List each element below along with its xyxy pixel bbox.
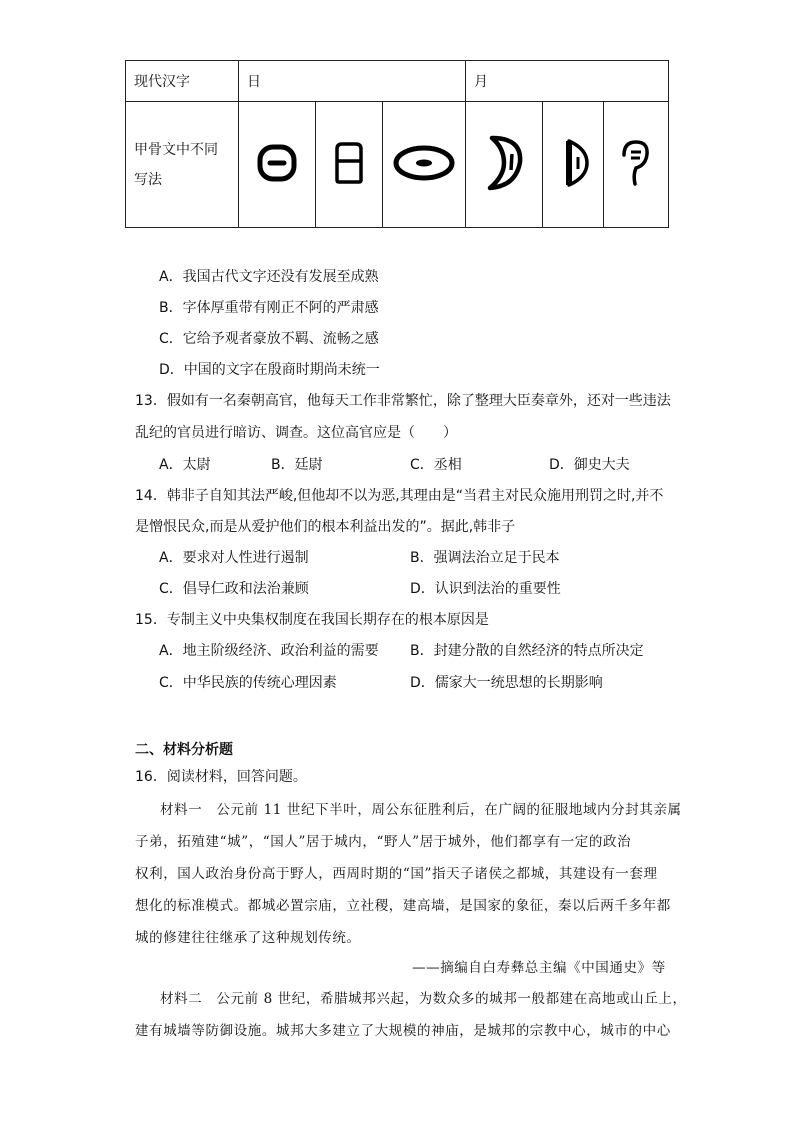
q14-option-c: C．倡导仁政和法治兼顾 [159,581,309,597]
material1-line3: 权利，国人政治身份高于野人，西周时期的“国”指天子诸侯之都城，其建设有一套理 [135,866,658,882]
q15-option-b: B．封建分散的自然经济的特点所决定 [410,643,644,659]
q13-option-d: D．御史大夫 [549,457,630,473]
glyph-cell [543,102,604,228]
moon-modern-cell [466,61,669,102]
glyph-cell [466,102,543,228]
q14-option-d: D．认识到法治的重要性 [410,581,561,597]
row1-label: 现代汉字 [134,74,190,90]
q13-stem-line2: 乱纪的官员进行暗访、调查。这位高官应是（ ） [135,425,457,441]
sun-modern-cell [239,61,466,102]
material1-line1: 材料一 公元前 11 世纪下半叶，周公东征胜利后，在广阔的征服地域内分封其亲属 [160,802,682,818]
q12-option-b: B．字体厚重带有刚正不阿的严肃感 [159,300,379,316]
moon-modern-char: 月 [474,74,488,90]
material1-line2: 子弟，拓殖建“城”，“国人”居于城内，“野人”居于城外，他们都享有一定的政治 [135,834,632,850]
material1-line4: 想化的标准模式。都城必置宗庙，立社稷，建高墙，是国家的象征，秦以后两千多年都 [135,898,671,914]
glyph-cell [239,102,316,228]
q15-stem: 15．专制主义中央集权制度在我国长期存在的根本原因是 [135,612,489,628]
q13-stem-line1: 13．假如有一名秦朝高官，他每天工作非常繁忙，除了整理大臣奏章外，还对一些违法 [135,393,671,409]
q15-option-a: A．地主阶级经济、政治利益的需要 [159,643,379,659]
q15-option-c: C．中华民族的传统心理因素 [159,675,337,691]
q12-option-d: D．中国的文字在殷商时期尚未统一 [159,362,380,378]
q14-stem-line1: 14．韩非子自知其法严峻,但他却不以为恶,其理由是“当君主对民众施用刑罚之时,并不 [135,488,664,504]
row2-label-line2: 写法 [134,171,162,188]
material1-line5: 城的修建往往继承了这种规划传统。 [135,930,361,946]
oracle-sun-1-icon [255,141,299,185]
row2-label-line1: 甲骨文中不同 [134,141,218,158]
q14-option-a: A．要求对人性进行遏制 [159,550,309,566]
glyph-cell [604,102,669,228]
q12-option-c: C．它给予观者豪放不羁、流畅之感 [159,331,379,347]
q15-option-d: D．儒家大一统思想的长期影响 [410,675,603,691]
sun-modern-char: 日 [247,74,261,90]
q14-stem-line2: 是憎恨民众,而是从爱护他们的根本利益出发的”。据此,韩非子 [135,519,516,535]
glyph-cell [383,102,466,228]
oracle-character-table [125,60,669,228]
oracle-sun-3-icon [391,143,457,183]
material2-line1: 材料二 公元前 8 世纪，希腊城邦兴起，为数众多的城邦一般都建在高地或山丘上， [160,991,687,1007]
oracle-moon-3-icon [616,137,656,189]
oracle-moon-1-icon [482,134,526,192]
q12-option-a: A．我国古代文字还没有发展至成熟 [159,269,379,285]
section-title: 二、材料分析题 [135,742,233,758]
row2-label-cell [126,102,239,228]
q13-option-a: A．太尉 [159,457,211,473]
q13-option-c: C．丞相 [410,457,462,473]
q13-option-b: B．廷尉 [271,457,323,473]
q16-stem: 16．阅读材料，回答问题。 [135,769,307,785]
row1-label-cell [126,61,239,102]
q14-option-b: B．强调法治立足于民本 [410,550,560,566]
oracle-moon-2-icon [555,137,591,189]
glyph-cell [316,102,383,228]
material2-line2: 建有城墙等防御设施。城邦大多建立了大规模的神庙，是城邦的宗教中心，城市的中心 [135,1023,671,1039]
material1-source: ——摘编自白寿彝总主编《中国通史》等 [412,960,666,976]
oracle-sun-2-icon [328,139,370,187]
